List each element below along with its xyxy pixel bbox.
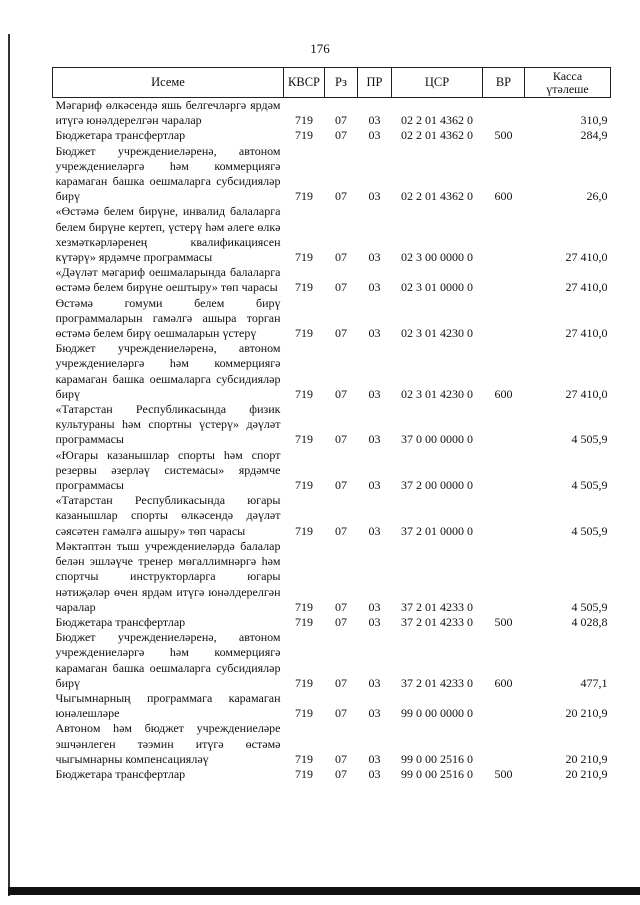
- page-left-edge: [8, 34, 10, 896]
- row-amount: 20 210,9: [565, 766, 608, 781]
- row-csr: 99 0 00 2516 0: [401, 766, 473, 781]
- row-amount: 477,1: [580, 675, 608, 690]
- table-row: [53, 402, 611, 448]
- row-vr: 600: [494, 675, 513, 690]
- row-rz: 07: [335, 128, 347, 143]
- row-rz: 07: [335, 113, 347, 128]
- header-rz: Рз: [325, 68, 358, 98]
- row-rz: 07: [335, 189, 347, 204]
- row-rz: 07: [335, 751, 347, 766]
- row-csr: 37 2 01 4233 0: [401, 599, 473, 614]
- row-pr: 03: [368, 113, 381, 128]
- row-vr: [483, 296, 525, 342]
- row-vr: [483, 721, 525, 767]
- header-row: [53, 68, 611, 98]
- row-csr: 37 0 00 0000 0: [401, 432, 473, 447]
- row-amount: 27 410,0: [565, 250, 608, 265]
- row-csr: 02 3 01 0000 0: [401, 280, 473, 295]
- row-amount: 27 410,0: [565, 280, 608, 295]
- table-row: [53, 691, 611, 721]
- row-vr: [483, 204, 525, 265]
- header-pr: ПР: [358, 68, 392, 98]
- row-rz: 07: [335, 280, 347, 295]
- row-csr: 02 3 01 4230 0: [401, 386, 473, 401]
- row-kvsr: 719: [295, 280, 313, 295]
- row-name: «Татарстан Республикасында физик культураны һәм спортны үстерү» дәүләт программасы: [55, 402, 281, 447]
- header-kassa-line1: Касса: [552, 68, 583, 83]
- row-name: Өстәмә гомуми белем бирү программаларын гамәлгә ашыра торган өстәмә белем бирү оешмаларын үстерү: [55, 295, 281, 341]
- row-csr: 02 2 01 4362 0: [401, 189, 473, 204]
- row-amount: 4 028,8: [571, 614, 608, 629]
- row-vr: [483, 539, 525, 615]
- table-row: [53, 204, 611, 265]
- row-kvsr: 719: [295, 523, 313, 538]
- row-csr: 02 3 00 0000 0: [401, 250, 473, 265]
- row-kvsr: 719: [295, 189, 313, 204]
- row-pr: 03: [368, 250, 381, 265]
- row-rz: 07: [335, 478, 347, 493]
- row-name: Чыгымнарның программага карамаган юнәлешләре: [55, 690, 281, 721]
- row-pr: 03: [368, 766, 381, 781]
- table-row: [53, 296, 611, 342]
- row-kvsr: 719: [295, 706, 313, 721]
- row-pr: 03: [368, 189, 381, 204]
- row-rz: 07: [335, 706, 347, 721]
- row-amount: 20 210,9: [565, 706, 608, 721]
- table-header: [53, 68, 611, 98]
- row-rz: 07: [335, 250, 347, 265]
- row-vr: [483, 493, 525, 539]
- row-vr: 500: [494, 128, 513, 143]
- row-name: Бюджетара трансфертлар: [55, 128, 186, 143]
- table-row: [53, 493, 611, 539]
- row-name: Мәктәптән тыш учреждениеләрдә балалар белән эшләүче тренер мөгаллимнәргә һәм спортчы инструкторларга югары нәтиҗәләр өчен ярдәм итүгә юнәлдерелгән чаралар: [55, 538, 281, 614]
- row-pr: 03: [368, 675, 381, 690]
- row-name: «Татарстан Республикасында югары казанышлар спорты өлкәсендә дәүләт сәясәтен гамәлгә ашыру» төп чарасы: [55, 493, 281, 538]
- table-row: [53, 341, 611, 402]
- row-csr: 37 2 00 0000 0: [401, 478, 473, 493]
- header-kassa: [525, 68, 611, 98]
- row-kvsr: 719: [295, 599, 313, 614]
- row-amount: 27 410,0: [565, 326, 608, 341]
- header-kvsr: КВСР: [284, 68, 325, 98]
- row-vr: 500: [494, 614, 513, 629]
- table-row: [53, 539, 611, 615]
- row-kvsr: 719: [295, 751, 313, 766]
- table-body: [53, 98, 611, 783]
- row-rz: 07: [335, 326, 347, 341]
- row-rz: 07: [335, 766, 347, 781]
- table-row: [53, 767, 611, 782]
- row-pr: 03: [368, 432, 381, 447]
- row-pr: 03: [368, 751, 381, 766]
- row-name: «Югары казанышлар спорты һәм спорт резервы әзерләү системасы» ярдәмче программасы: [55, 447, 281, 493]
- row-amount: 20 210,9: [565, 751, 608, 766]
- row-csr: 99 0 00 0000 0: [401, 706, 473, 721]
- row-pr: 03: [368, 599, 381, 614]
- row-amount: 4 505,9: [571, 478, 608, 493]
- row-vr: [483, 448, 525, 494]
- row-kvsr: 719: [295, 614, 313, 629]
- page-bottom-edge: [8, 887, 640, 895]
- table-row: [53, 128, 611, 143]
- row-rz: 07: [335, 386, 347, 401]
- row-kvsr: 719: [295, 386, 313, 401]
- row-name: Бюджет учреждениеләренә, автоном учреждениеләргә һәм коммерциягә карамаган башка оешмаларга субсидияләр бирү: [55, 630, 281, 690]
- row-vr: [483, 265, 525, 295]
- row-csr: 02 2 01 4362 0: [401, 128, 473, 143]
- row-csr: 02 2 01 4362 0: [401, 113, 473, 128]
- row-kvsr: 719: [295, 766, 313, 781]
- row-rz: 07: [335, 675, 347, 690]
- row-name: Бюджет учреждениеләренә, автоном учреждениеләргә һәм коммерциягә карамаган башка оешмаларга субсидияләр бирү: [55, 341, 281, 401]
- header-name: Исеме: [53, 68, 284, 98]
- row-csr: 37 2 01 4233 0: [401, 675, 473, 690]
- row-rz: 07: [335, 599, 347, 614]
- row-vr: [483, 691, 525, 721]
- table-row: [53, 448, 611, 494]
- budget-table: [52, 67, 611, 782]
- row-csr: 99 0 00 2516 0: [401, 751, 473, 766]
- row-name: «Дәүләт мәгариф оешмаларында балаларга өстәмә белем бирүне оештыру» төп чарасы: [55, 265, 281, 295]
- header-kassa-line2: үтәлеше: [546, 81, 589, 96]
- row-kvsr: 719: [295, 478, 313, 493]
- row-amount: 4 505,9: [571, 599, 608, 614]
- row-amount: 4 505,9: [571, 523, 608, 538]
- page-number: 176: [310, 41, 330, 56]
- row-csr: 37 2 01 4233 0: [401, 614, 473, 629]
- row-kvsr: 719: [295, 250, 313, 265]
- row-name: Бюджетара трансфертлар: [55, 766, 186, 781]
- row-csr: 02 3 01 4230 0: [401, 326, 473, 341]
- table-row: [53, 721, 611, 767]
- table-row: [53, 98, 611, 129]
- row-kvsr: 719: [295, 128, 313, 143]
- row-pr: 03: [368, 614, 381, 629]
- row-pr: 03: [368, 128, 381, 143]
- row-rz: 07: [335, 614, 347, 629]
- row-vr: [483, 402, 525, 448]
- row-amount: 310,9: [580, 113, 608, 128]
- table-row: [53, 144, 611, 205]
- row-amount: 26,0: [586, 189, 608, 204]
- row-name: «Өстәмә белем бирүне, инвалид балаларга белем бирүне кертеп, үстерү һәм әлеге өлкә хезмәткәрләренең квалификациясен күтәрү» ярдәмче программасы: [55, 204, 281, 265]
- row-pr: 03: [368, 326, 381, 341]
- row-pr: 03: [368, 280, 381, 295]
- row-rz: 07: [335, 432, 347, 447]
- row-amount: 4 505,9: [571, 432, 608, 447]
- row-pr: 03: [368, 386, 381, 401]
- row-rz: 07: [335, 523, 347, 538]
- row-pr: 03: [368, 706, 381, 721]
- row-name: Автоном һәм бюджет учреждениеләре эшчәнлеген тәэмин итүгә өстәмә чыгымнарны компенсацияләү: [55, 721, 281, 766]
- row-vr: [483, 98, 525, 129]
- row-kvsr: 719: [295, 113, 313, 128]
- row-pr: 03: [368, 478, 381, 493]
- row-pr: 03: [368, 523, 381, 538]
- header-csr: ЦСР: [392, 68, 483, 98]
- row-amount: 284,9: [580, 128, 608, 143]
- table-row: [53, 630, 611, 691]
- row-vr: 500: [494, 766, 513, 781]
- row-name: Бюджет учреждениеләренә, автоном учреждениеләргә һәм коммерциягә карамаган башка оешмаларга субсидияләр бирү: [55, 143, 281, 204]
- row-name: Мәгариф өлкәсендә яшь белгечләргә ярдәм итүгә юнәлдерелгән чаралар: [55, 98, 281, 128]
- row-kvsr: 719: [295, 432, 313, 447]
- row-kvsr: 719: [295, 675, 313, 690]
- row-kvsr: 719: [295, 326, 313, 341]
- table-row: [53, 615, 611, 630]
- row-vr: 600: [494, 189, 513, 204]
- row-amount: 27 410,0: [565, 386, 608, 401]
- table-row: [53, 265, 611, 295]
- row-name: Бюджетара трансфертлар: [55, 614, 186, 629]
- row-csr: 37 2 01 0000 0: [401, 523, 473, 538]
- row-vr: 600: [494, 386, 513, 401]
- header-vr: ВР: [483, 68, 525, 98]
